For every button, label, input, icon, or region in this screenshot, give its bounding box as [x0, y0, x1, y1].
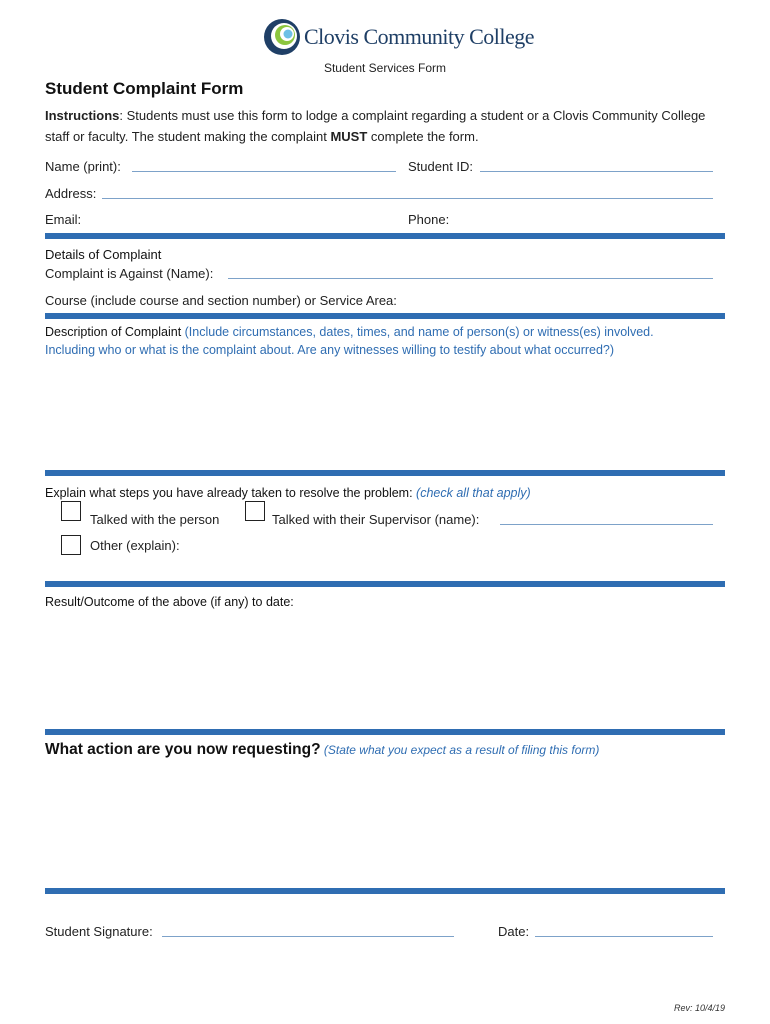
steps-heading: Explain what steps you have already taken to resolve the problem:	[45, 486, 413, 500]
description-hint-line2: Including who or what is the complaint about. Are any witnesses willing to testify about what occurred?)	[45, 343, 615, 357]
instructions-label: Instructions	[45, 108, 120, 123]
email-field[interactable]	[88, 224, 388, 225]
date-label: Date:	[498, 924, 530, 939]
section-divider	[45, 233, 725, 239]
talked-supervisor-label: Talked with their Supervisor (name):	[272, 512, 480, 527]
name-label: Name (print):	[45, 159, 121, 174]
complaint-against-label: Complaint is Against (Name):	[45, 266, 214, 281]
talked-person-label: Talked with the person	[90, 512, 220, 527]
other-checkbox[interactable]	[61, 535, 81, 555]
signature-label: Student Signature:	[45, 924, 153, 939]
phone-label: Phone:	[408, 212, 450, 227]
talked-supervisor-checkbox[interactable]	[245, 501, 265, 521]
date-field[interactable]	[535, 936, 713, 937]
supervisor-name-field[interactable]	[500, 524, 713, 525]
result-textarea[interactable]	[45, 615, 725, 725]
instructions-text-end: complete the form.	[367, 129, 479, 144]
action-hint: (State what you expect as a result of filing this form)	[320, 743, 600, 757]
instructions	[45, 105, 725, 147]
instructions-text: : Students must use this form to lodge a complaint regarding a student or a Clovis Community College staff or faculty. The student making the complaint	[45, 108, 706, 144]
steps-hint: (check all that apply)	[412, 486, 531, 500]
signature-field[interactable]	[162, 936, 454, 937]
college-logo-icon	[262, 17, 302, 57]
email-label: Email:	[45, 212, 82, 227]
action-prompt	[45, 741, 599, 759]
section-divider	[45, 888, 725, 894]
page-title: Student Complaint Form	[45, 79, 244, 98]
course-field[interactable]	[420, 305, 713, 306]
student-id-label: Student ID:	[408, 159, 474, 174]
address-field[interactable]	[102, 198, 713, 199]
action-heading: What action are you now requesting?	[45, 741, 321, 758]
student-id-field[interactable]	[480, 171, 713, 172]
address-label: Address:	[45, 186, 97, 201]
course-label: Course (include course and section number) or Service Area:	[45, 293, 397, 308]
steps-prompt	[45, 486, 531, 500]
description-textarea[interactable]	[45, 362, 725, 467]
section-divider	[45, 470, 725, 476]
description-hint: (Include circumstances, dates, times, and name of person(s) or witness(es) involved.	[181, 325, 654, 339]
name-field[interactable]	[132, 171, 396, 172]
description-heading: Description of Complaint	[45, 325, 182, 339]
talked-person-checkbox[interactable]	[61, 501, 81, 521]
result-heading: Result/Outcome of the above (if any) to date:	[45, 595, 294, 609]
complaint-against-field[interactable]	[228, 278, 713, 279]
action-textarea[interactable]	[45, 768, 725, 883]
section-divider	[45, 313, 725, 319]
section-divider	[45, 581, 725, 587]
instructions-emphasis: MUST	[330, 129, 368, 144]
phone-field[interactable]	[456, 224, 713, 225]
section-divider	[45, 729, 725, 735]
other-label: Other (explain):	[90, 538, 180, 553]
college-name: Clovis Community College	[304, 24, 535, 49]
details-heading: Details of Complaint	[45, 247, 162, 262]
description-prompt	[45, 325, 654, 339]
form-type-label: Student Services Form	[323, 61, 447, 75]
revision-label: Rev: 10/4/19	[673, 1003, 725, 1013]
